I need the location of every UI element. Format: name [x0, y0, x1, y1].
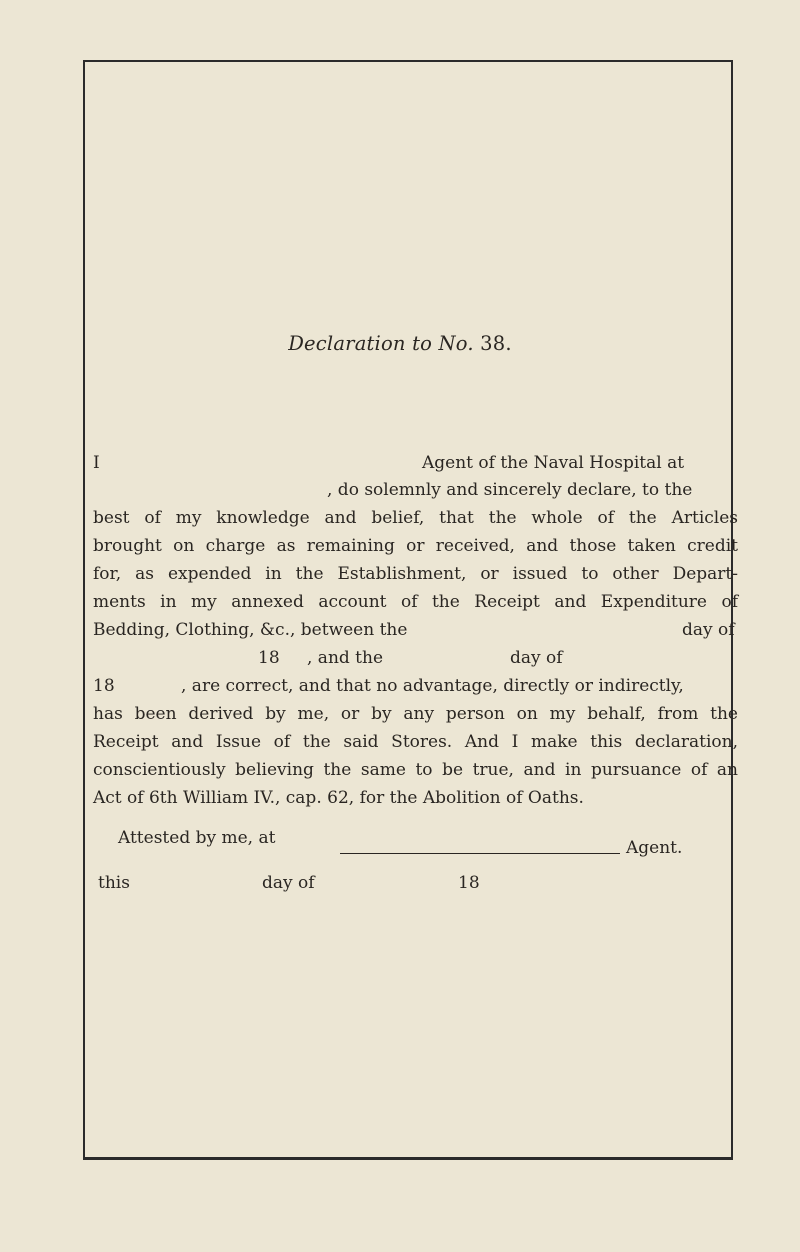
declarant-pronoun: I: [93, 453, 100, 473]
date-year: 18: [458, 873, 480, 893]
body-line-8-end: day of: [510, 648, 563, 668]
body-line-11: Receipt and Issue of the said Stores. And I make this declaration,: [93, 732, 738, 752]
title-number: 38.: [480, 332, 512, 355]
agent-label: Agent.: [626, 838, 683, 858]
body-line-10: has been derived by me, or by any person on my behalf, from the: [93, 704, 738, 724]
body-line-6: ments in my annexed account of the Receipt and Expenditure of: [93, 592, 738, 612]
year-prefix-2: 18: [93, 676, 115, 696]
body-line-4: brought on charge as remaining or received, and those taken credit: [93, 536, 738, 556]
attested-text: Attested by me, at: [118, 828, 276, 848]
signature-line: [340, 853, 620, 854]
body-line-8-mid: , and the: [307, 648, 384, 668]
date-this: this: [98, 873, 130, 893]
body-line-7-end: day of: [682, 620, 735, 640]
body-line-12: conscientiously believing the same to be true, and in pursuance of an: [93, 760, 738, 780]
title-text: Declaration to No.: [288, 332, 474, 355]
body-line-7-start: Bedding, Clothing, &c., between the: [93, 620, 408, 640]
date-day-of: day of: [262, 873, 315, 893]
body-line-3: best of my knowledge and belief, that the whole of the Articles: [93, 508, 738, 528]
body-line-13: Act of 6th William IV., cap. 62, for the Abolition of Oaths.: [93, 788, 584, 808]
body-line-5: for, as expended in the Establishment, or issued to other Depart-: [93, 564, 738, 584]
body-line-9: , are correct, and that no advantage, directly or indirectly,: [181, 676, 684, 696]
page-title: [0, 332, 800, 355]
year-prefix-1: 18: [258, 648, 280, 668]
body-line-1: Agent of the Naval Hospital at: [422, 453, 685, 473]
body-line-2: , do solemnly and sincerely declare, to the: [327, 480, 693, 500]
